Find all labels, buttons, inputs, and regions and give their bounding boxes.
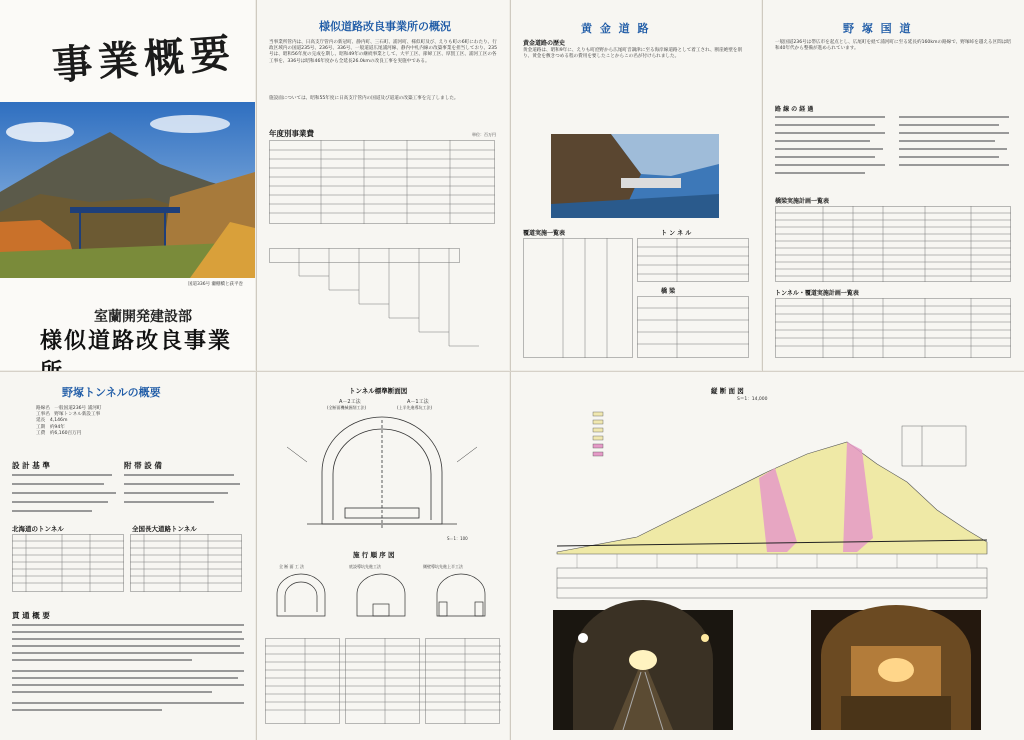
- section-diagram-panel: [257, 372, 509, 740]
- fold-line-1: [256, 0, 257, 740]
- longitudinal-profile: [517, 402, 1017, 612]
- overview-body-2: 施設面については、昭和55年度に日高支庁管内の国道及び道道の改築工事を完了しました。: [269, 96, 459, 101]
- budget-unit: 単位：百万円: [472, 132, 496, 137]
- fold-line-horizontal: [0, 371, 1024, 372]
- profile-scale: S＝1：14,000: [737, 397, 768, 402]
- sequence-2-label: 底設導坑先進工法: [349, 564, 381, 569]
- tunnel-photo-1: [553, 610, 733, 730]
- overview-title: 様似道路改良事業所の概況: [319, 20, 451, 33]
- profile-title: 縦 断 面 図: [711, 387, 744, 395]
- facility-title: 附 帯 設 備: [124, 461, 162, 470]
- tunnel-plan-table: [775, 298, 1011, 358]
- cover-photo-caption: 国道336号 瀬棚橋と荻平巻: [188, 282, 244, 287]
- bridge-plan-table: [775, 206, 1011, 282]
- sequence-diagrams: [265, 572, 501, 622]
- kogane-panel: [511, 0, 761, 370]
- route-history-lines: [775, 114, 1011, 190]
- hokkaido-tunnel-table: [12, 534, 124, 592]
- kogane-tunnel-table: [637, 238, 749, 282]
- national-tunnel-table: [130, 534, 242, 592]
- profile-panel: [511, 372, 1024, 740]
- route-history-title: 路 線 の 経 過: [775, 106, 814, 113]
- design-lines: [12, 472, 248, 520]
- national-tunnel-title: 全国長大道路トンネル: [132, 525, 197, 533]
- budget-title: 年度別事業費: [269, 129, 314, 138]
- kogane-photo: [551, 134, 719, 218]
- hokkaido-tunnel-title: 北海道のトンネル: [12, 525, 64, 533]
- kogane-shed-table: [523, 238, 633, 358]
- sequence-1-label: 全 断 面 工 法: [279, 564, 305, 569]
- bridge-plan-title: 橋梁実施計画一覧表: [775, 198, 830, 205]
- tunnel-specs: [36, 406, 236, 437]
- sequence-title: 施 行 順 序 図: [353, 551, 395, 559]
- overview-panel: [257, 0, 509, 370]
- method-b-sub: (上半先進導坑工法): [397, 405, 433, 410]
- budget-table: [269, 140, 495, 224]
- tunnel-photo-2: [811, 610, 981, 730]
- kogane-bridge-table: [637, 296, 749, 358]
- summary-lines: [12, 622, 248, 722]
- method-b-label: A－1工法: [407, 399, 429, 405]
- spec-row: 工事名 野塚トンネル新設工事: [36, 412, 101, 418]
- kogane-table2-title: ト ン ネ ル: [661, 230, 692, 237]
- spec-row: 工費 約6,160百万円: [36, 430, 82, 436]
- sequence-3-label: 側壁導坑先進上半工法: [423, 564, 463, 569]
- tunnel-cross-section: [267, 412, 497, 542]
- method-a-label: A－2工法: [339, 399, 361, 405]
- mountain-photo: [0, 102, 255, 278]
- nozuka-road-body: 一般国道236号は帯広市を起点とし、広尾町を経て浦河町に至る延長約160kmの路線で、野塚峠を越える区間は昭和40年代から整備が進められています。: [775, 40, 1011, 52]
- tunnel-overview-title: 野塚トンネルの概要: [62, 386, 161, 399]
- nozuka-road-title: 野 塚 国 道: [843, 22, 913, 35]
- quantity-tables: [265, 638, 501, 724]
- cover-panel: [0, 0, 255, 370]
- fold-line-3: [762, 0, 763, 371]
- section-title: トンネル標準断面図: [349, 387, 408, 395]
- yearly-grid-table: [269, 236, 489, 354]
- org-name-line1: 室蘭開発建設部: [94, 309, 192, 325]
- org-name-line2: 様似道路改良事業: [40, 328, 233, 354]
- cover-photo: [0, 102, 255, 278]
- kogane-title: 黄 金 道 路: [581, 22, 651, 35]
- spec-row: 延長 4,146m: [36, 418, 68, 424]
- nozuka-road-panel: [763, 0, 1024, 370]
- kogane-table1-title: 覆道実施一覧表: [523, 230, 566, 237]
- fold-line-2: [510, 0, 511, 740]
- kogane-body: 黄金道路は、昭和9年に、えりも町庶野から広尾町音調津に至る海岸線道路として着工され、断崖絶壁を削り、黄金を敷きつめる程の費用を要したことからこの名が付けられました。: [523, 48, 743, 60]
- tunnel-plan-title: トンネル・覆道実施計画一覧表: [775, 290, 859, 297]
- method-a-sub: (全断面機械掘削工法): [327, 405, 367, 410]
- spec-row: 工期 約94年: [36, 424, 65, 430]
- design-standard-title: 設 計 基 準: [12, 461, 50, 470]
- cover-title: 事業概要: [50, 29, 238, 90]
- kogane-history-title: 黄金道路の歴史: [523, 40, 566, 47]
- kogane-table3-title: 橋 梁: [661, 288, 676, 295]
- overview-body: 当事業所管内は、日高支庁管内の新冠町、静内町、三石町、浦河町、様似町及び、えりも町の6町にわたり、行政区域内の国道235号、236号、336号、一般道道広尾浦河線、静内中札内線の改築事業を担当しており、235号は、昭和56年度の完成を期し、昭和49年の継続事業として、大平工区、節婦工区、厚賀工区、浦河工区の各工事を、336号は昭和46年度から全延長26.0kmの改良工事を実施中である。: [269, 40, 498, 64]
- section-scale: S＝1：100: [447, 536, 468, 541]
- spec-row: 路線名 一般国道236号 浦河町: [36, 406, 102, 411]
- tunnel-overview-panel: [0, 372, 255, 740]
- summary-title: 貫 通 概 要: [12, 611, 50, 620]
